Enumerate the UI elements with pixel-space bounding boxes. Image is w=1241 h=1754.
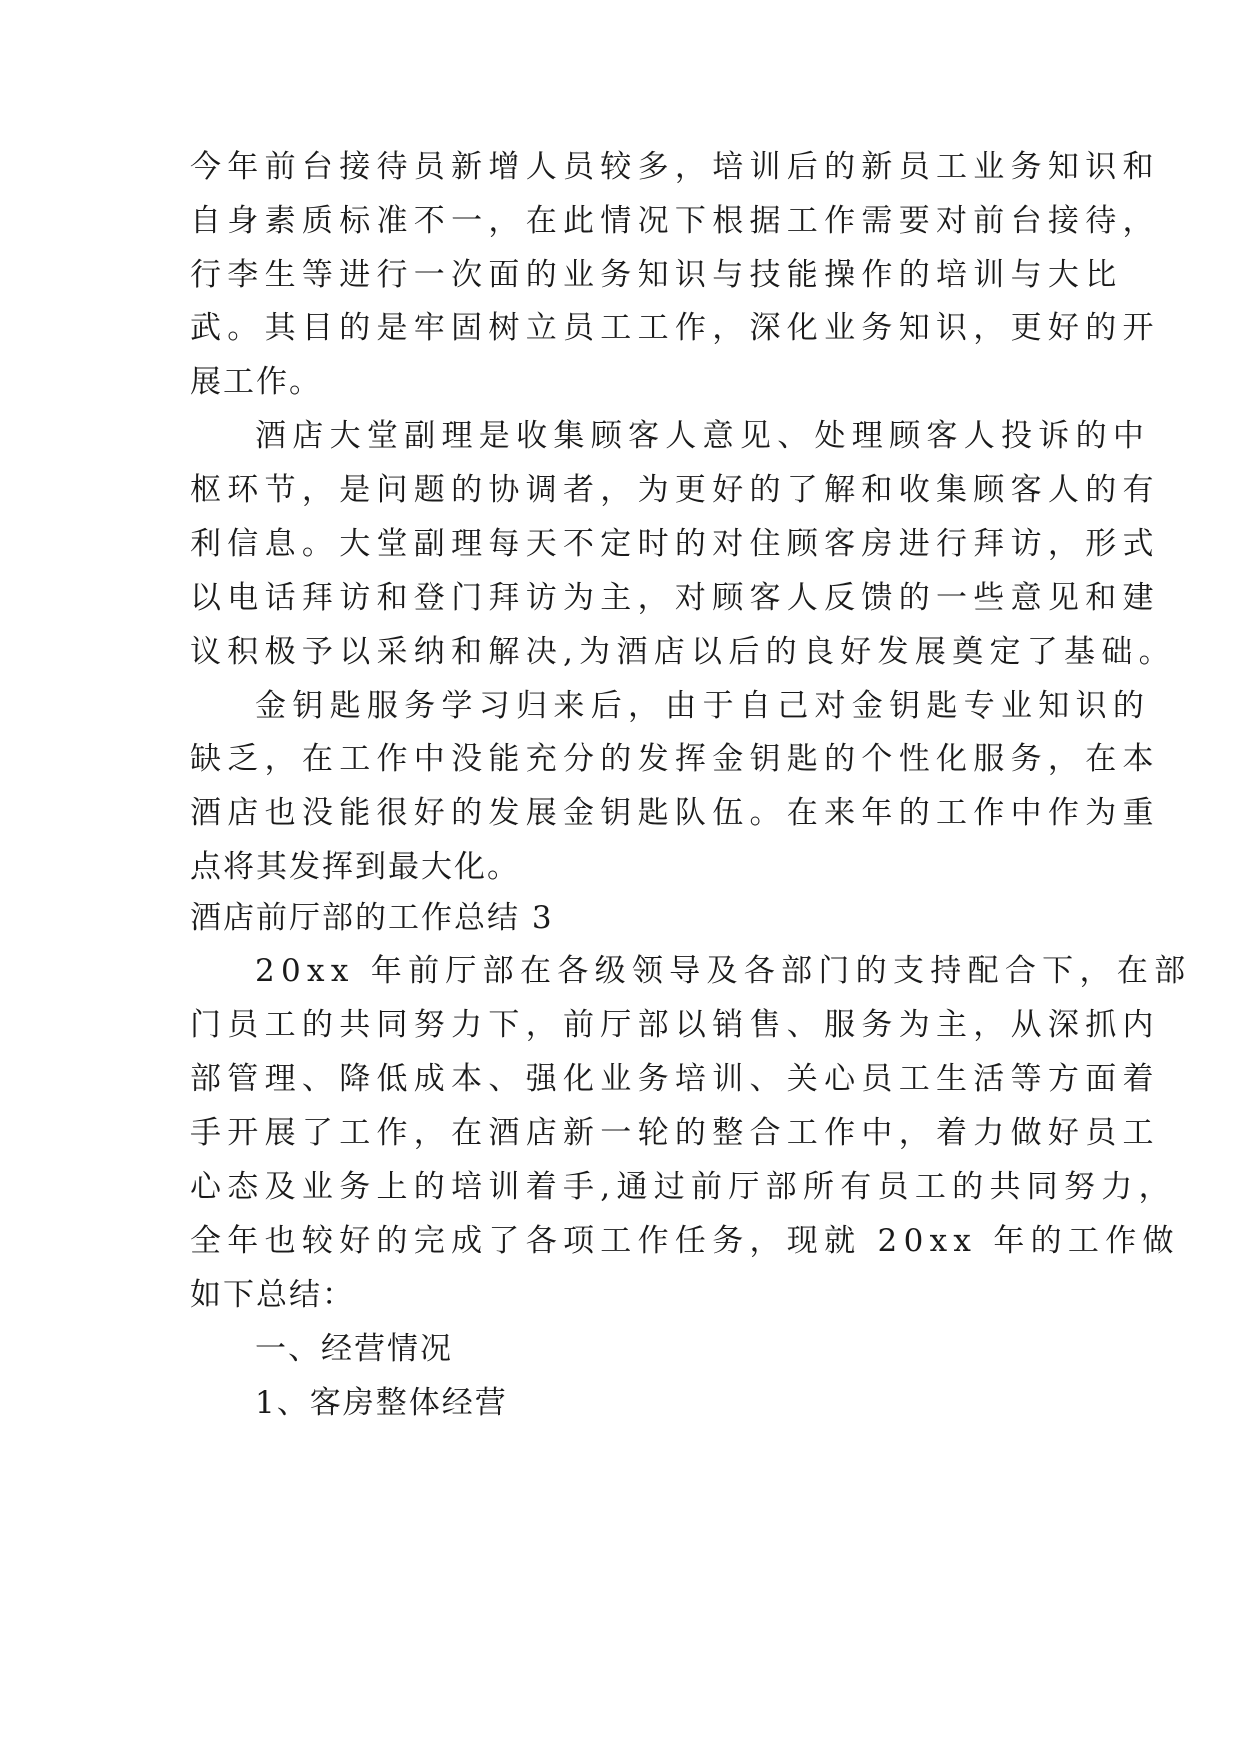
paragraph-line: 酒店也没能很好的发展金钥匙队伍。在来年的工作中作为重	[190, 795, 1160, 831]
paragraph-line: 缺乏，在工作中没能充分的发挥金钥匙的个性化服务，在本	[190, 741, 1160, 777]
paragraph-line: 利信息。大堂副理每天不定时的对住顾客房进行拜访，形式	[190, 526, 1160, 562]
paragraph-line: 如下总结：	[190, 1277, 355, 1313]
paragraph-line: 武。其目的是牢固树立员工工作，深化业务知识，更好的开	[190, 310, 1160, 346]
paragraph-line: 部管理、降低成本、强化业务培训、关心员工生活等方面着	[190, 1061, 1160, 1097]
subheading: 1、客房整体经营	[255, 1385, 508, 1421]
paragraph-line: 枢环节，是问题的协调者，为更好的了解和收集顾客人的有	[190, 472, 1160, 508]
paragraph-line: 行李生等进行一次面的业务知识与技能操作的培训与大比	[190, 257, 1123, 293]
paragraph-line: 展工作。	[190, 364, 322, 400]
subheading: 一、经营情况	[255, 1331, 453, 1367]
paragraph-line: 手开展了工作，在酒店新一轮的整合工作中，着力做好员工	[190, 1115, 1160, 1151]
paragraph-line: 心态及业务上的培训着手,通过前厅部所有员工的共同努力，	[190, 1169, 1176, 1205]
paragraph-line: 门员工的共同努力下，前厅部以销售、服务为主，从深抓内	[190, 1007, 1160, 1043]
paragraph-line: 自身素质标准不一，在此情况下根据工作需要对前台接待，	[190, 203, 1160, 239]
paragraph-line: 酒店大堂副理是收集顾客人意见、处理顾客人投诉的中	[255, 418, 1151, 454]
section-heading: 酒店前厅部的工作总结 3	[190, 900, 554, 936]
paragraph-line: 金钥匙服务学习归来后，由于自己对金钥匙专业知识的	[255, 688, 1151, 724]
paragraph-line: 点将其发挥到最大化。	[190, 849, 520, 885]
paragraph-line: 议积极予以采纳和解决,为酒店以后的良好发展奠定了基础。	[190, 634, 1176, 670]
paragraph-line: 以电话拜访和登门拜访为主，对顾客人反馈的一些意见和建	[190, 580, 1160, 616]
paragraph-line: 全年也较好的完成了各项工作任务，现就 20xx 年的工作做	[190, 1223, 1180, 1259]
paragraph-line: 20xx 年前厅部在各级领导及各部门的支持配合下，在部	[255, 953, 1192, 989]
paragraph-line: 今年前台接待员新增人员较多，培训后的新员工业务知识和	[190, 149, 1160, 185]
